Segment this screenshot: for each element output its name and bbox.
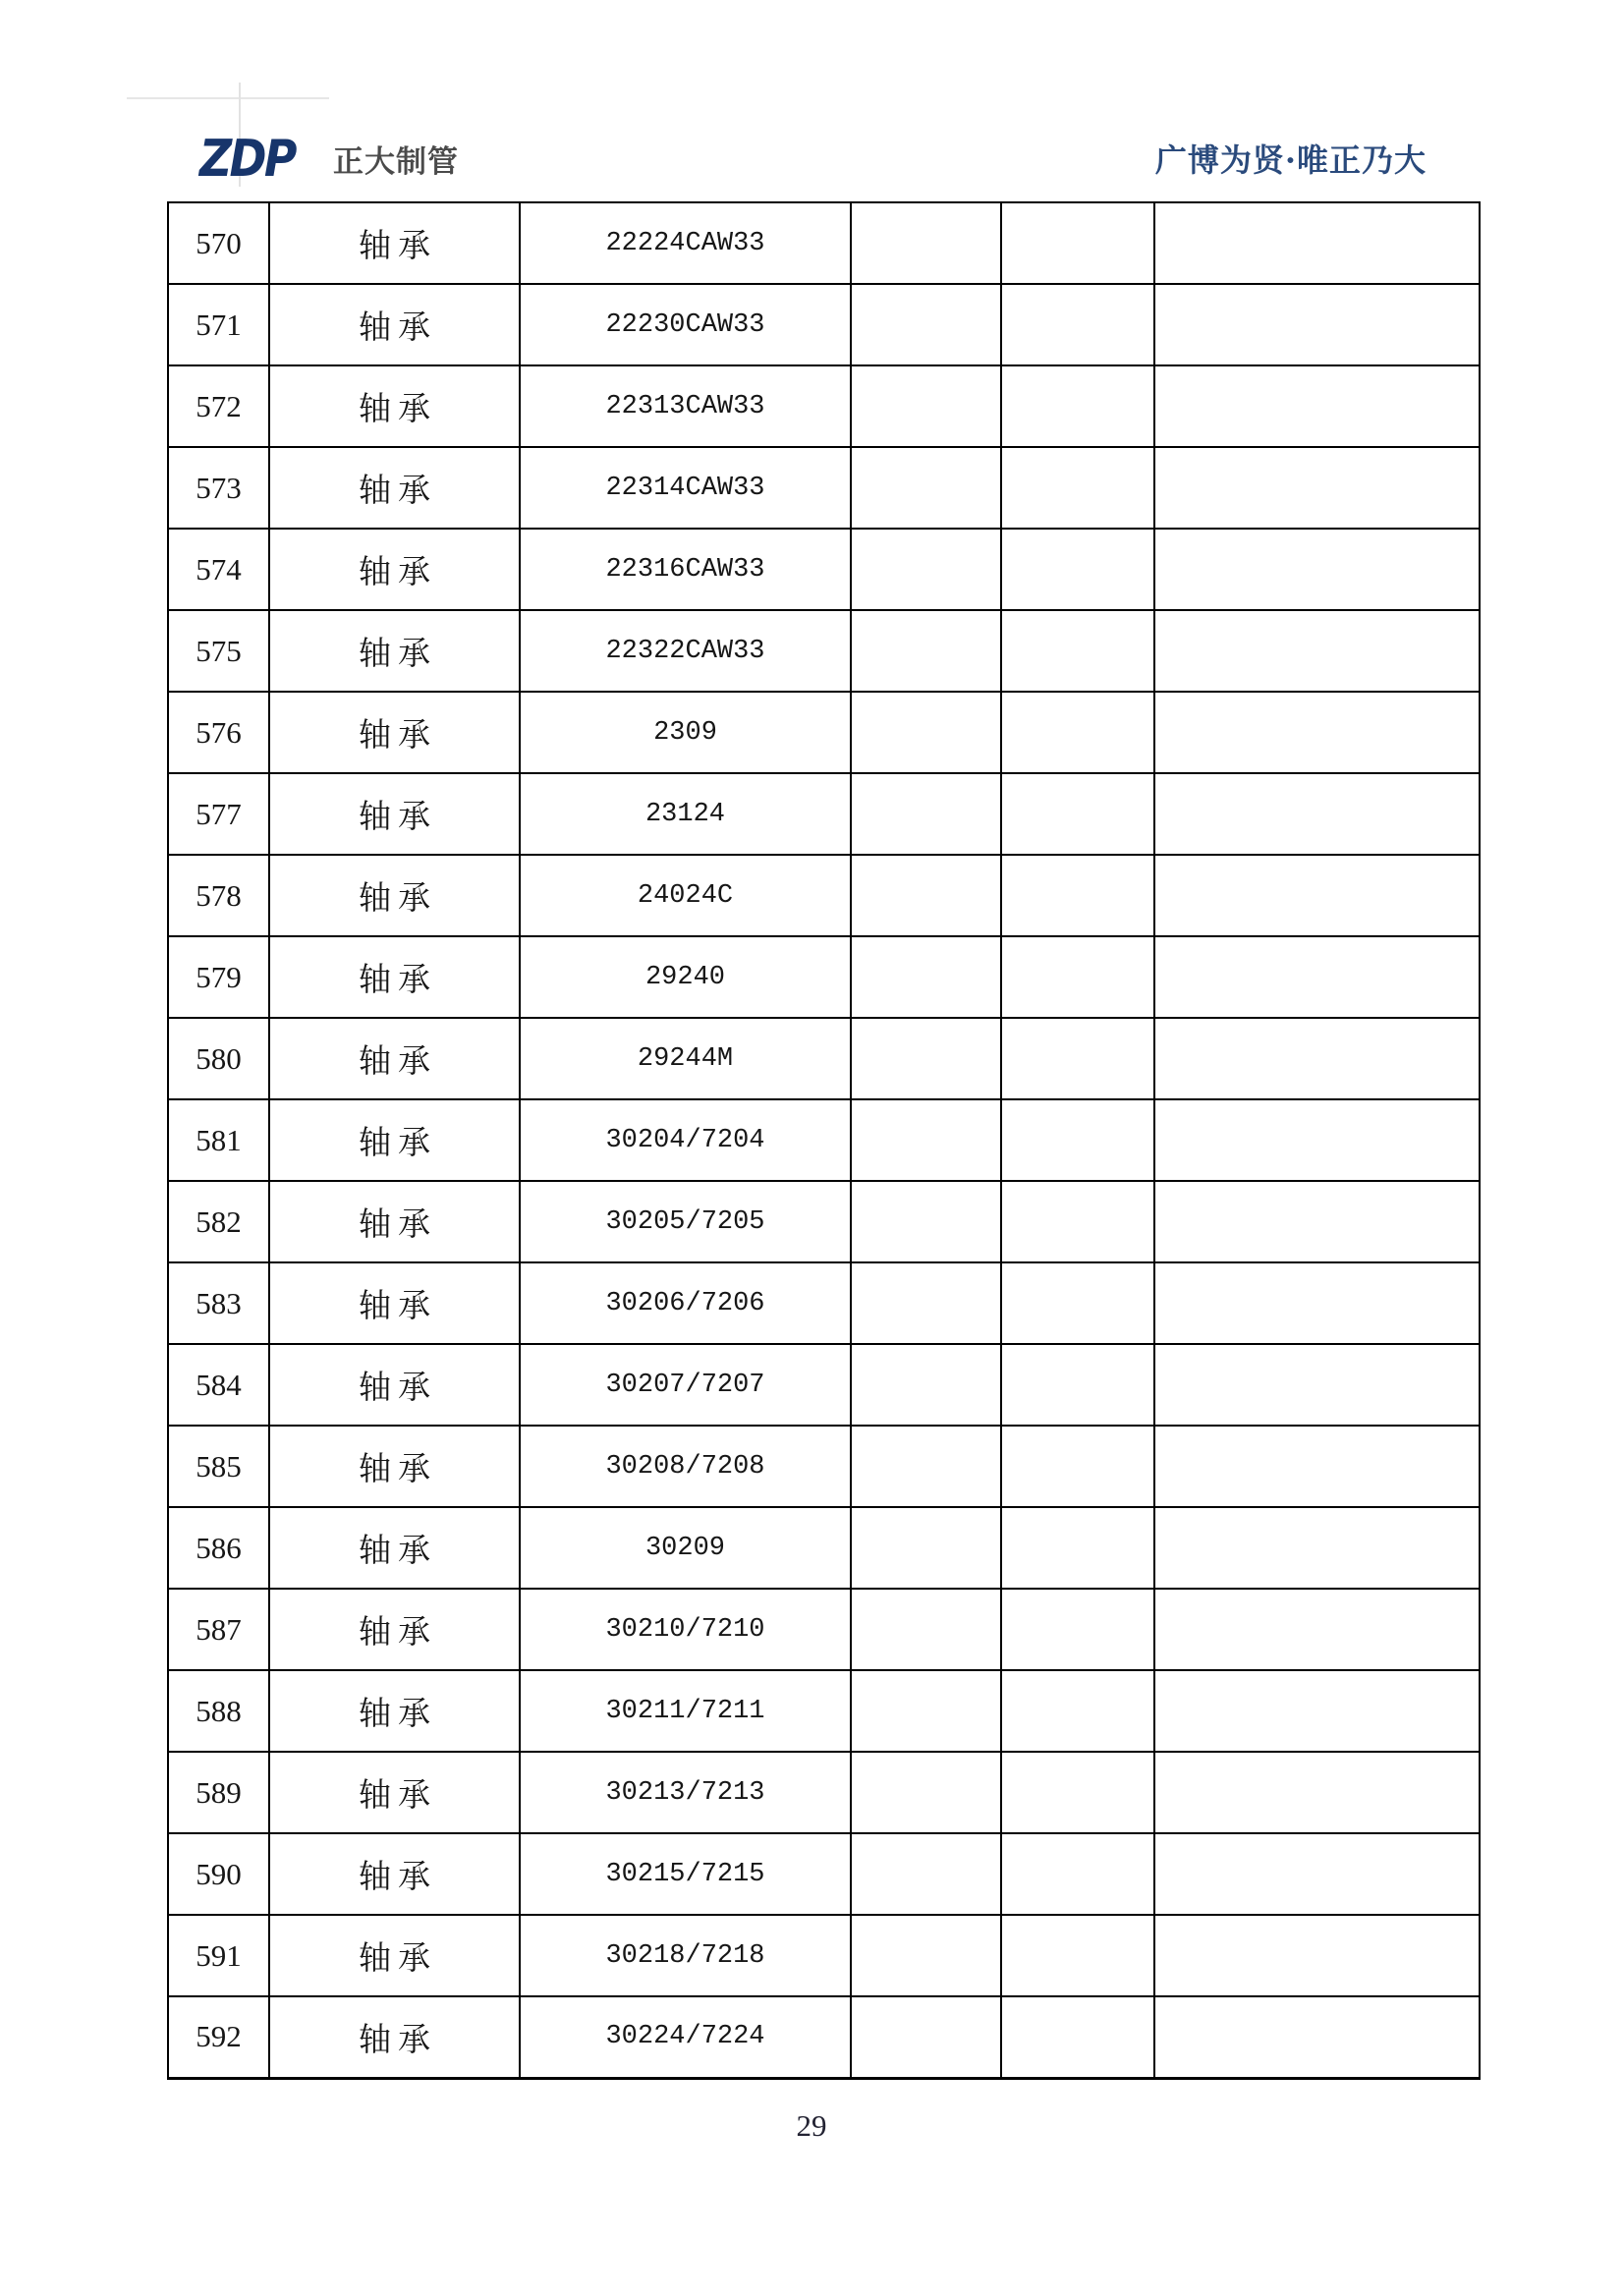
cell-model: 2309 xyxy=(520,692,851,773)
cell-index: 574 xyxy=(168,529,269,610)
table-row xyxy=(168,773,1480,855)
cell-c5 xyxy=(1001,1915,1154,1996)
cell-model: 30213/7213 xyxy=(520,1752,851,1833)
cell-c4 xyxy=(851,1507,1001,1589)
table-row xyxy=(168,1589,1480,1670)
cell-model: 30211/7211 xyxy=(520,1670,851,1752)
cell-name: 轴承 xyxy=(269,529,520,610)
cell-c5 xyxy=(1001,1018,1154,1099)
cell-index: 571 xyxy=(168,284,269,365)
cell-model: 30215/7215 xyxy=(520,1833,851,1915)
company-slogan: 广博为贤·唯正乃大 xyxy=(1154,141,1427,179)
table-row xyxy=(168,1262,1480,1344)
cell-name: 轴承 xyxy=(269,1833,520,1915)
cell-index: 572 xyxy=(168,365,269,447)
company-name: 正大制管 xyxy=(332,143,459,180)
cell-c5 xyxy=(1001,1589,1154,1670)
cell-c4 xyxy=(851,1344,1001,1426)
cell-name: 轴承 xyxy=(269,1507,520,1589)
company-logo xyxy=(199,130,459,189)
cell-name: 轴承 xyxy=(269,1181,520,1262)
cell-model: 30224/7224 xyxy=(520,1996,851,2078)
cell-c4 xyxy=(851,1099,1001,1181)
parts-table xyxy=(167,201,1481,2080)
cell-model: 29244M xyxy=(520,1018,851,1099)
cell-c6 xyxy=(1154,1670,1480,1752)
table-row xyxy=(168,1181,1480,1262)
cell-name: 轴承 xyxy=(269,692,520,773)
cell-c5 xyxy=(1001,1996,1154,2078)
cell-model: 22313CAW33 xyxy=(520,365,851,447)
cell-c4 xyxy=(851,610,1001,692)
cell-c6 xyxy=(1154,773,1480,855)
cell-name: 轴承 xyxy=(269,202,520,284)
cell-index: 579 xyxy=(168,936,269,1018)
cell-c5 xyxy=(1001,1833,1154,1915)
cell-index: 587 xyxy=(168,1589,269,1670)
cell-c6 xyxy=(1154,529,1480,610)
scan-crease-horizontal xyxy=(127,97,329,99)
cell-name: 轴承 xyxy=(269,1752,520,1833)
table-row xyxy=(168,284,1480,365)
cell-name: 轴承 xyxy=(269,365,520,447)
table-row xyxy=(168,1426,1480,1507)
cell-c4 xyxy=(851,855,1001,936)
cell-c5 xyxy=(1001,1670,1154,1752)
cell-index: 586 xyxy=(168,1507,269,1589)
cell-model: 30210/7210 xyxy=(520,1589,851,1670)
cell-index: 573 xyxy=(168,447,269,529)
cell-model: 30209 xyxy=(520,1507,851,1589)
cell-c4 xyxy=(851,1996,1001,2078)
cell-model: 30204/7204 xyxy=(520,1099,851,1181)
cell-c4 xyxy=(851,1589,1001,1670)
table-row xyxy=(168,1344,1480,1426)
cell-c5 xyxy=(1001,1507,1154,1589)
cell-c6 xyxy=(1154,1915,1480,1996)
cell-name: 轴承 xyxy=(269,1344,520,1426)
cell-model: 22316CAW33 xyxy=(520,529,851,610)
cell-index: 576 xyxy=(168,692,269,773)
table-row xyxy=(168,1752,1480,1833)
cell-c4 xyxy=(851,1426,1001,1507)
cell-c5 xyxy=(1001,529,1154,610)
cell-c6 xyxy=(1154,855,1480,936)
cell-index: 589 xyxy=(168,1752,269,1833)
table-row xyxy=(168,1833,1480,1915)
cell-index: 591 xyxy=(168,1915,269,1996)
cell-c6 xyxy=(1154,692,1480,773)
zdp-logo-icon: ZDP xyxy=(199,130,295,189)
cell-name: 轴承 xyxy=(269,773,520,855)
cell-c5 xyxy=(1001,202,1154,284)
cell-c4 xyxy=(851,1915,1001,1996)
cell-model: 22322CAW33 xyxy=(520,610,851,692)
table-row xyxy=(168,1670,1480,1752)
cell-c5 xyxy=(1001,773,1154,855)
cell-model: 24024C xyxy=(520,855,851,936)
cell-c4 xyxy=(851,1181,1001,1262)
cell-c4 xyxy=(851,1833,1001,1915)
cell-index: 582 xyxy=(168,1181,269,1262)
table-row xyxy=(168,529,1480,610)
table-row xyxy=(168,447,1480,529)
cell-index: 584 xyxy=(168,1344,269,1426)
cell-c6 xyxy=(1154,284,1480,365)
table-row xyxy=(168,1018,1480,1099)
cell-c5 xyxy=(1001,855,1154,936)
cell-c4 xyxy=(851,529,1001,610)
cell-index: 575 xyxy=(168,610,269,692)
cell-c5 xyxy=(1001,447,1154,529)
cell-name: 轴承 xyxy=(269,284,520,365)
cell-c5 xyxy=(1001,610,1154,692)
cell-index: 577 xyxy=(168,773,269,855)
cell-index: 581 xyxy=(168,1099,269,1181)
cell-c6 xyxy=(1154,1833,1480,1915)
cell-model: 22230CAW33 xyxy=(520,284,851,365)
table-row xyxy=(168,610,1480,692)
cell-c5 xyxy=(1001,1344,1154,1426)
cell-c5 xyxy=(1001,936,1154,1018)
cell-name: 轴承 xyxy=(269,1589,520,1670)
cell-c4 xyxy=(851,447,1001,529)
cell-name: 轴承 xyxy=(269,1099,520,1181)
cell-name: 轴承 xyxy=(269,1670,520,1752)
cell-c4 xyxy=(851,1752,1001,1833)
parts-table-body xyxy=(168,202,1480,2078)
cell-index: 590 xyxy=(168,1833,269,1915)
cell-c5 xyxy=(1001,1099,1154,1181)
cell-name: 轴承 xyxy=(269,1426,520,1507)
cell-index: 578 xyxy=(168,855,269,936)
cell-c4 xyxy=(851,1018,1001,1099)
cell-c6 xyxy=(1154,202,1480,284)
cell-c4 xyxy=(851,284,1001,365)
table-row xyxy=(168,1915,1480,1996)
table-row xyxy=(168,202,1480,284)
cell-model: 30218/7218 xyxy=(520,1915,851,1996)
cell-index: 583 xyxy=(168,1262,269,1344)
table-row xyxy=(168,936,1480,1018)
cell-c4 xyxy=(851,936,1001,1018)
cell-index: 592 xyxy=(168,1996,269,2078)
table-row xyxy=(168,1507,1480,1589)
cell-c4 xyxy=(851,202,1001,284)
cell-c5 xyxy=(1001,1752,1154,1833)
cell-c5 xyxy=(1001,365,1154,447)
cell-c6 xyxy=(1154,1996,1480,2078)
table-row xyxy=(168,692,1480,773)
cell-model: 30207/7207 xyxy=(520,1344,851,1426)
table-row xyxy=(168,855,1480,936)
cell-c6 xyxy=(1154,936,1480,1018)
cell-c5 xyxy=(1001,1262,1154,1344)
cell-model: 29240 xyxy=(520,936,851,1018)
cell-model: 23124 xyxy=(520,773,851,855)
cell-name: 轴承 xyxy=(269,855,520,936)
cell-c4 xyxy=(851,773,1001,855)
cell-c6 xyxy=(1154,1018,1480,1099)
cell-index: 570 xyxy=(168,202,269,284)
cell-model: 22314CAW33 xyxy=(520,447,851,529)
table-row xyxy=(168,365,1480,447)
cell-name: 轴承 xyxy=(269,610,520,692)
cell-c6 xyxy=(1154,1099,1480,1181)
cell-c4 xyxy=(851,692,1001,773)
cell-model: 30205/7205 xyxy=(520,1181,851,1262)
cell-c5 xyxy=(1001,692,1154,773)
cell-c6 xyxy=(1154,1262,1480,1344)
cell-name: 轴承 xyxy=(269,1262,520,1344)
cell-c4 xyxy=(851,1262,1001,1344)
cell-c6 xyxy=(1154,1752,1480,1833)
cell-c5 xyxy=(1001,1181,1154,1262)
cell-c5 xyxy=(1001,1426,1154,1507)
cell-model: 30208/7208 xyxy=(520,1426,851,1507)
cell-index: 588 xyxy=(168,1670,269,1752)
cell-c6 xyxy=(1154,447,1480,529)
cell-c4 xyxy=(851,365,1001,447)
cell-c6 xyxy=(1154,1344,1480,1426)
cell-c6 xyxy=(1154,365,1480,447)
cell-c4 xyxy=(851,1670,1001,1752)
cell-model: 30206/7206 xyxy=(520,1262,851,1344)
table-row xyxy=(168,1099,1480,1181)
cell-name: 轴承 xyxy=(269,1915,520,1996)
cell-c6 xyxy=(1154,1507,1480,1589)
cell-model: 22224CAW33 xyxy=(520,202,851,284)
table-row xyxy=(168,1996,1480,2078)
cell-name: 轴承 xyxy=(269,1996,520,2078)
cell-name: 轴承 xyxy=(269,1018,520,1099)
cell-c6 xyxy=(1154,1589,1480,1670)
cell-name: 轴承 xyxy=(269,936,520,1018)
cell-index: 580 xyxy=(168,1018,269,1099)
cell-name: 轴承 xyxy=(269,447,520,529)
cell-c5 xyxy=(1001,284,1154,365)
page-number: 29 xyxy=(796,2108,827,2143)
cell-c6 xyxy=(1154,610,1480,692)
cell-c6 xyxy=(1154,1426,1480,1507)
cell-c6 xyxy=(1154,1181,1480,1262)
cell-index: 585 xyxy=(168,1426,269,1507)
